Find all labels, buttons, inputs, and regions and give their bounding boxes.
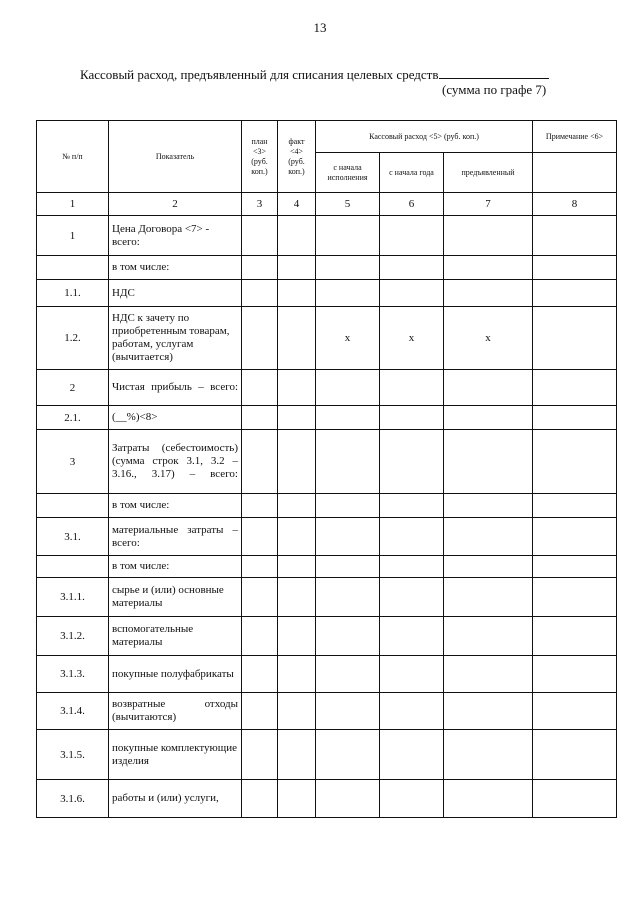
header-cash-from-start: с начала исполнения bbox=[316, 153, 380, 193]
fact-cell bbox=[278, 216, 316, 256]
cash-from-year-cell bbox=[380, 780, 444, 818]
cash-presented-cell bbox=[444, 370, 533, 406]
plan-cell bbox=[242, 280, 278, 307]
cash-from-year-cell bbox=[380, 216, 444, 256]
table-row bbox=[37, 280, 617, 307]
plan-cell bbox=[242, 617, 278, 656]
plan-cell bbox=[242, 256, 278, 280]
row-number bbox=[37, 494, 109, 518]
fact-cell bbox=[278, 430, 316, 494]
column-number: 7 bbox=[444, 193, 533, 216]
cash-from-year-cell bbox=[380, 556, 444, 578]
cash-presented-cell bbox=[444, 430, 533, 494]
column-number-row bbox=[37, 193, 617, 216]
plan-cell bbox=[242, 406, 278, 430]
row-number: 3.1. bbox=[37, 518, 109, 556]
row-number: 2.1. bbox=[37, 406, 109, 430]
column-number: 3 bbox=[242, 193, 278, 216]
plan-cell bbox=[242, 494, 278, 518]
row-label: Затраты (себестоимость) (сумма строк 3.1, 3.2 – 3.16., 3.17) – всего: bbox=[109, 430, 242, 494]
table-row bbox=[37, 307, 617, 370]
table-row bbox=[37, 578, 617, 617]
note-cell bbox=[533, 280, 617, 307]
fact-cell bbox=[278, 256, 316, 280]
cash-from-year-cell bbox=[380, 280, 444, 307]
note-cell bbox=[533, 430, 617, 494]
note-cell bbox=[533, 617, 617, 656]
cash-presented-cell bbox=[444, 617, 533, 656]
header-note: Примечание <6> bbox=[533, 121, 617, 153]
note-cell bbox=[533, 693, 617, 730]
header-plan: план <3> (руб. коп.) bbox=[242, 121, 278, 193]
header-cash-from-year: с начала года bbox=[380, 153, 444, 193]
cash-presented-cell bbox=[444, 656, 533, 693]
plan-cell bbox=[242, 578, 278, 617]
cash-from-start-cell bbox=[316, 406, 380, 430]
row-number: 3.1.1. bbox=[37, 578, 109, 617]
column-number: 8 bbox=[533, 193, 617, 216]
row-number: 3 bbox=[37, 430, 109, 494]
plan-cell bbox=[242, 430, 278, 494]
plan-cell bbox=[242, 656, 278, 693]
fact-cell bbox=[278, 307, 316, 370]
column-number: 6 bbox=[380, 193, 444, 216]
column-number: 2 bbox=[109, 193, 242, 216]
table-row bbox=[37, 430, 617, 494]
cash-from-year-cell bbox=[380, 256, 444, 280]
cash-from-start-cell bbox=[316, 656, 380, 693]
fact-cell bbox=[278, 518, 316, 556]
cash-from-start-cell bbox=[316, 578, 380, 617]
column-number: 4 bbox=[278, 193, 316, 216]
header-cash-expense: Кассовый расход <5> (руб. коп.) bbox=[316, 121, 533, 153]
table-row bbox=[37, 730, 617, 780]
cash-presented-cell bbox=[444, 406, 533, 430]
fact-cell bbox=[278, 406, 316, 430]
table-body bbox=[37, 193, 617, 818]
cash-presented-cell bbox=[444, 780, 533, 818]
cash-from-start-cell bbox=[316, 780, 380, 818]
table-row bbox=[37, 693, 617, 730]
cash-from-year-cell bbox=[380, 693, 444, 730]
note-cell bbox=[533, 780, 617, 818]
cash-presented-cell bbox=[444, 256, 533, 280]
row-label: покупные комплектующие изделия bbox=[109, 730, 242, 780]
fact-cell bbox=[278, 617, 316, 656]
plan-cell bbox=[242, 370, 278, 406]
row-label: работы и (или) услуги, bbox=[109, 780, 242, 818]
row-label: НДС к зачету по приобретенным товарам, работам, услугам (вычитается) bbox=[109, 307, 242, 370]
row-label: покупные полуфабрикаты bbox=[109, 656, 242, 693]
cash-from-start-cell bbox=[316, 370, 380, 406]
cash-from-start-cell bbox=[316, 216, 380, 256]
column-number: 1 bbox=[37, 193, 109, 216]
column-number: 5 bbox=[316, 193, 380, 216]
fact-cell bbox=[278, 656, 316, 693]
cash-presented-cell bbox=[444, 280, 533, 307]
row-label: вспомогательные материалы bbox=[109, 617, 242, 656]
note-cell bbox=[533, 556, 617, 578]
page-number: 13 bbox=[313, 20, 327, 35]
table-row bbox=[37, 556, 617, 578]
row-label: в том числе: bbox=[109, 494, 242, 518]
row-number: 3.1.2. bbox=[37, 617, 109, 656]
plan-cell bbox=[242, 556, 278, 578]
row-number: 3.1.4. bbox=[37, 693, 109, 730]
cash-from-start-cell bbox=[316, 494, 380, 518]
plan-cell bbox=[242, 216, 278, 256]
row-number: 1.1. bbox=[37, 280, 109, 307]
table-row bbox=[37, 780, 617, 818]
table-row bbox=[37, 617, 617, 656]
row-number bbox=[37, 556, 109, 578]
note-cell bbox=[533, 216, 617, 256]
header-indicator: Показатель bbox=[109, 121, 242, 193]
row-label: возвратные отходы (вычитаются) bbox=[109, 693, 242, 730]
cash-from-year-cell bbox=[380, 617, 444, 656]
cash-from-start-cell bbox=[316, 256, 380, 280]
note-cell bbox=[533, 370, 617, 406]
fact-cell bbox=[278, 693, 316, 730]
table-row bbox=[37, 406, 617, 430]
row-number: 3.1.6. bbox=[37, 780, 109, 818]
cash-from-start-cell bbox=[316, 556, 380, 578]
table-row bbox=[37, 216, 617, 256]
row-number: 1 bbox=[37, 216, 109, 256]
row-label: в том числе: bbox=[109, 256, 242, 280]
cash-from-year-cell bbox=[380, 518, 444, 556]
row-label: Чистая прибыль – всего: bbox=[109, 370, 242, 406]
note-cell bbox=[533, 494, 617, 518]
cash-presented-cell bbox=[444, 556, 533, 578]
cash-from-year-cell bbox=[380, 406, 444, 430]
cash-presented-cell bbox=[444, 518, 533, 556]
cash-expense-text: Кассовый расход, предъявленный для списания целевых средств bbox=[80, 67, 439, 82]
header-note-blank bbox=[533, 153, 617, 193]
note-cell bbox=[533, 656, 617, 693]
fact-cell bbox=[278, 280, 316, 307]
plan-cell bbox=[242, 307, 278, 370]
note-cell bbox=[533, 307, 617, 370]
table-row bbox=[37, 656, 617, 693]
note-cell bbox=[533, 730, 617, 780]
row-label: в том числе: bbox=[109, 556, 242, 578]
cash-from-year-cell: x bbox=[380, 307, 444, 370]
cash-from-start-cell bbox=[316, 693, 380, 730]
fact-cell bbox=[278, 556, 316, 578]
plan-cell bbox=[242, 518, 278, 556]
header-num: № п/п bbox=[37, 121, 109, 193]
row-number: 3.1.3. bbox=[37, 656, 109, 693]
cash-presented-cell bbox=[444, 730, 533, 780]
note-cell bbox=[533, 578, 617, 617]
cash-expense-hint: (сумма по графе 7) bbox=[442, 82, 547, 97]
fact-cell bbox=[278, 780, 316, 818]
cash-from-year-cell bbox=[380, 430, 444, 494]
row-label: Цена Договора <7> - всего: bbox=[109, 216, 242, 256]
table-row bbox=[37, 518, 617, 556]
header-fact: факт <4> (руб. коп.) bbox=[278, 121, 316, 193]
cash-presented-cell bbox=[444, 693, 533, 730]
plan-cell bbox=[242, 730, 278, 780]
row-label: сырье и (или) основные материалы bbox=[109, 578, 242, 617]
cash-from-year-cell bbox=[380, 730, 444, 780]
row-number: 1.2. bbox=[37, 307, 109, 370]
row-number bbox=[37, 256, 109, 280]
cash-from-start-cell bbox=[316, 518, 380, 556]
note-cell bbox=[533, 406, 617, 430]
plan-cell bbox=[242, 693, 278, 730]
row-label: НДС bbox=[109, 280, 242, 307]
cash-presented-cell: x bbox=[444, 307, 533, 370]
cash-from-year-cell bbox=[380, 656, 444, 693]
cash-from-start-cell bbox=[316, 617, 380, 656]
plan-cell bbox=[242, 780, 278, 818]
cash-expense-line bbox=[80, 66, 549, 83]
header-cash-presented: предъявленный bbox=[444, 153, 533, 193]
row-number: 2 bbox=[37, 370, 109, 406]
fact-cell bbox=[278, 370, 316, 406]
report-table bbox=[36, 120, 617, 818]
fact-cell bbox=[278, 494, 316, 518]
cash-presented-cell bbox=[444, 216, 533, 256]
fact-cell bbox=[278, 730, 316, 780]
fact-cell bbox=[278, 578, 316, 617]
table-row bbox=[37, 494, 617, 518]
cash-expense-blank bbox=[439, 66, 549, 79]
cash-presented-cell bbox=[444, 578, 533, 617]
table-row bbox=[37, 256, 617, 280]
cash-from-start-cell bbox=[316, 430, 380, 494]
row-number: 3.1.5. bbox=[37, 730, 109, 780]
note-cell bbox=[533, 518, 617, 556]
note-cell bbox=[533, 256, 617, 280]
cash-from-year-cell bbox=[380, 370, 444, 406]
cash-from-year-cell bbox=[380, 494, 444, 518]
table-row bbox=[37, 370, 617, 406]
cash-from-start-cell bbox=[316, 730, 380, 780]
cash-from-year-cell bbox=[380, 578, 444, 617]
cash-from-start-cell bbox=[316, 280, 380, 307]
row-label: (__%)<8> bbox=[109, 406, 242, 430]
cash-presented-cell bbox=[444, 494, 533, 518]
cash-from-start-cell: x bbox=[316, 307, 380, 370]
row-label: материальные затраты – всего: bbox=[109, 518, 242, 556]
